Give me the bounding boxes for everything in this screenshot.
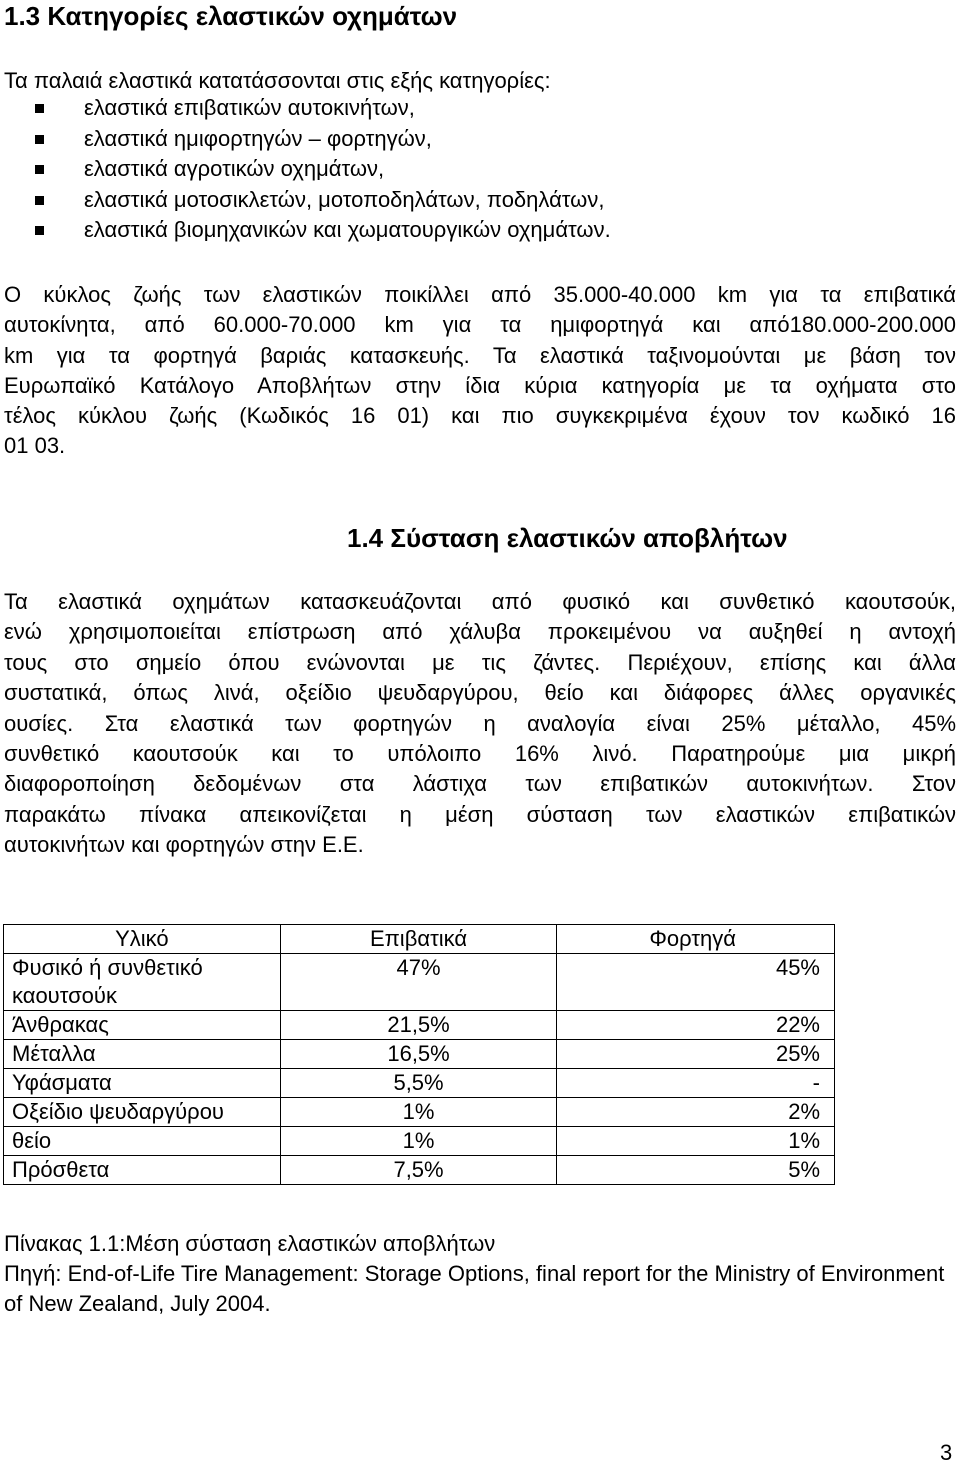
paragraph-line: ουσίες. Στα ελαστικά των φορτηγών η αναλογία είναι 25% μέταλλο, 45% (4, 710, 956, 736)
paragraph-line: Τα ελαστικά οχημάτων κατασκευάζονται από φυσικό και συνθετικό καουτσούκ, (4, 589, 956, 614)
table-cell: 5,5% (280, 1069, 557, 1098)
table-cell: 1% (280, 1127, 557, 1156)
table-cell: 7,5% (280, 1156, 557, 1185)
table-cell: 25% (557, 1040, 835, 1069)
square-bullet-icon (35, 135, 44, 144)
list-item: ελαστικά ημιφορτηγών – φορτηγών, (4, 124, 611, 155)
square-bullet-icon (35, 104, 44, 113)
paragraph-line: διαφοροποίηση δεδομένων στα λάστιχα των επιβατικών αυτοκινήτων. Στον (4, 771, 956, 797)
paragraph-line: παρακάτω πίνακα απεικονίζεται η μέση σύσταση των ελαστικών επιβατικών (4, 801, 956, 827)
table-cell: - (557, 1069, 835, 1098)
table-cell: 1% (280, 1098, 557, 1127)
list-item: ελαστικά μοτοσικλετών, μοτοποδηλάτων, ποδηλάτων, (4, 185, 611, 216)
list-item: ελαστικά αγροτικών οχημάτων, (4, 154, 611, 185)
paragraph-line: ενώ χρησιμοποιείται επίστρωση από χάλυβα προκειμένου να αυξηθεί η αντοχή (4, 619, 956, 645)
table-cell: θείο (4, 1127, 281, 1156)
paragraph-line: αυτοκίνητα, από 60.000-70.000 km για τα ημιφορτηγά και από180.000-200.000 (4, 312, 956, 338)
paragraph-line: τους στο σημείο όπου ενώνονται με τις ζάντες. Περιέχουν, επίσης και άλλα (4, 649, 956, 675)
table-cell: 1% (557, 1127, 835, 1156)
table-row (4, 1069, 835, 1098)
table-cell: Υφάσματα (4, 1069, 281, 1098)
table-row (4, 954, 835, 1011)
section-1-3-heading: 1.3 Κατηγορίες ελαστικών οχημάτων (4, 1, 458, 31)
table-row (4, 1011, 835, 1040)
paragraph-line: Ευρωπαϊκό Κατάλογο Αποβλήτων στην ίδια κύρια κατηγορία με τα οχήματα στο (4, 372, 956, 398)
table-cell: Φυσικό ή συνθετικό καουτσούκ (4, 954, 281, 1011)
paragraph-line: αυτοκινήτων και φορτηγών στην Ε.Ε. (4, 832, 364, 858)
table-row (4, 1040, 835, 1069)
table-header-row (4, 925, 835, 954)
square-bullet-icon (35, 165, 44, 174)
table-cell: 22% (557, 1011, 835, 1040)
square-bullet-icon (35, 226, 44, 235)
column-header-passenger: Επιβατικά (280, 925, 557, 954)
table-cell: Άνθρακας (4, 1011, 281, 1040)
table-row (4, 1127, 835, 1156)
table-cell: Πρόσθετα (4, 1156, 281, 1185)
table-cell: 5% (557, 1156, 835, 1185)
table-row (4, 1098, 835, 1127)
composition-table (3, 924, 835, 1185)
section-1-4-heading: 1.4 Σύσταση ελαστικών αποβλήτων (347, 523, 788, 553)
table-row (4, 1156, 835, 1185)
tire-composition-paragraph (4, 587, 956, 861)
paragraph-line: συνθετικό καουτσούκ και το υπόλοιπο 16% λινό. Παρατηρούμε μια μικρή (4, 741, 956, 767)
paragraph-line: τέλος κύκλου ζωής (Κωδικός 16 01) και πιο συγκεκριμένα έχουν τον κωδικό 16 (4, 403, 956, 429)
page-number: 3 (940, 1440, 953, 1465)
square-bullet-icon (35, 196, 44, 205)
list-item: ελαστικά βιομηχανικών και χωματουργικών οχημάτων. (4, 215, 611, 246)
table-caption: Πίνακας 1.1:Μέση σύσταση ελαστικών αποβλήτων (4, 1231, 496, 1256)
paragraph-line: συστατικά, όπως λινά, οξείδιο ψευδαργύρου, θείο και διάφορες άλλες οργανικές (4, 680, 956, 706)
table-cell: 16,5% (280, 1040, 557, 1069)
category-list (4, 93, 611, 246)
paragraph-line: Ο κύκλος ζωής των ελαστικών ποικίλλει από 35.000-40.000 km για τα επιβατικά (4, 282, 956, 307)
table-cell: Μέταλλα (4, 1040, 281, 1069)
tire-lifecycle-paragraph (4, 280, 956, 462)
paragraph-line: 01 03. (4, 433, 66, 459)
list-item: ελαστικά επιβατικών αυτοκινήτων, (4, 93, 611, 124)
table-source: Πηγή: End-of-Life Tire Management: Storage Options, final report for the Ministry of Environment of New Zealand, July 2004. (4, 1261, 945, 1316)
table-cell: 2% (557, 1098, 835, 1127)
table-cell: 45% (557, 954, 835, 1011)
section-1-3-intro: Τα παλαιά ελαστικά κατατάσσονται στις εξής κατηγορίες: (4, 68, 551, 93)
table-cell: 47% (280, 954, 557, 1011)
paragraph-line: km για τα φορτηγά βαριάς κατασκευής. Τα ελαστικά ταξινομούνται με βάση τον (4, 342, 956, 368)
column-header-material: Υλικό (4, 925, 281, 954)
column-header-truck: Φορτηγά (557, 925, 835, 954)
table-cell: 21,5% (280, 1011, 557, 1040)
table-cell: Οξείδιο ψευδαργύρου (4, 1098, 281, 1127)
